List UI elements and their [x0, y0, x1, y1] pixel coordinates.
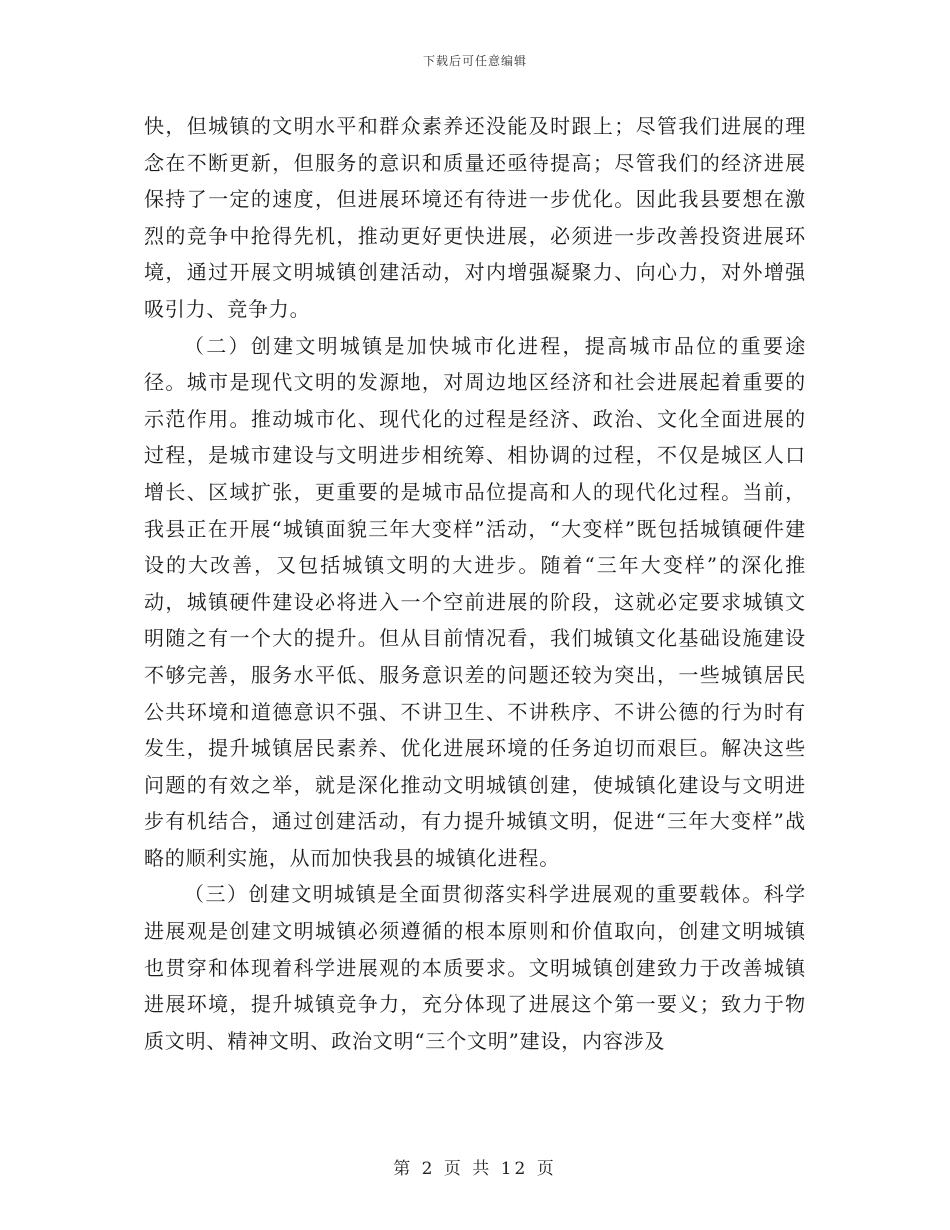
- document-body: [144, 108, 806, 1059]
- page-header: 下载后可任意编辑: [422, 54, 527, 68]
- paragraph-2: （二）创建文明城镇是加快城市化进程，提高城市品位的重要途径。城市是现代文明的发源地，对周边地区经济和社会进展起着重要的示范作用。推动城市化、现代化的过程是经济、政治、文化全面进展的过程，是城市建设与文明进步相统筹、相协调的过程，不仅是城区人口增长、区域扩张，更重要的是城市品位提高和人的现代化过程。当前，我县正在开展“城镇面貌三年大变样”活动，“大变样”既包括城镇硬件建设的大改善，又包括城镇文明的大进步。随着“三年大变样”的深化推动，城镇硬件建设必将进入一个空前进展的阶段，这就必定要求城镇文明随之有一个大的提升。但从目前情况看，我们城镇文化基础设施建设不够完善，服务水平低、服务意识差的问题还较为突出，一些城镇居民公共环境和道德意识不强、不讲卫生、不讲秩序、不讲公德的行为时有发生，提升城镇居民素养、优化进展环境的任务迫切而艰巨。解决这些问题的有效之举，就是深化推动文明城镇创建，使城镇化建设与文明进步有机结合，通过创建活动，有力提升城镇文明，促进“三年大变样”战略的顺利实施，从而加快我县的城镇化进程。: [144, 333, 806, 870]
- page-number-footer: 第 2 页 共 12 页: [393, 1159, 557, 1179]
- paragraph-3: （三）创建文明城镇是全面贯彻落实科学进展观的重要载体。科学进展观是创建文明城镇必须遵循的根本原则和价值取向，创建文明城镇也贯穿和体现着科学进展观的本质要求。文明城镇创建致力于改善城镇进展环境，提升城镇竞争力，充分体现了进展这个第一要义；致力于物质文明、精神文明、政治文明“三个文明”建设，内容涉及: [144, 882, 806, 1053]
- paragraph-1: 快，但城镇的文明水平和群众素养还没能及时跟上；尽管我们进展的理念在不断更新，但服务的意识和质量还亟待提高；尽管我们的经济进展保持了一定的速度，但进展环境还有待进一步优化。因此我县要想在激烈的竞争中抢得先机，推动更好更快进展，必须进一步改善投资进展环境，通过开展文明城镇创建活动，对内增强凝聚力、向心力，对外增强吸引力、竞争力。: [144, 114, 806, 321]
